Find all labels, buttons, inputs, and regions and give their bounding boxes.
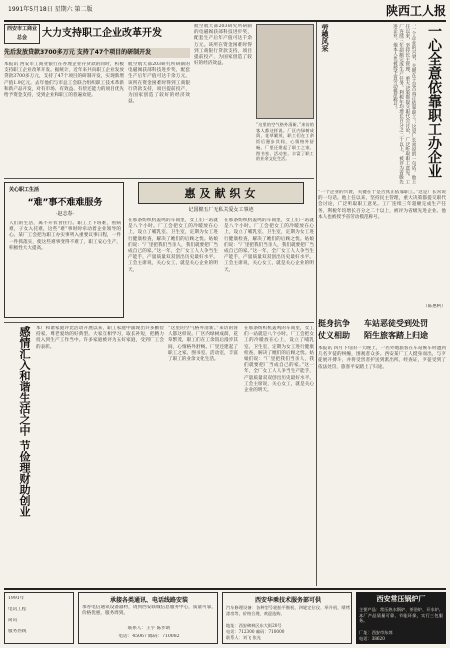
- centre-banner-sub: 记国棉五厂无私关爱女工事迹: [188, 207, 254, 213]
- ad-telecom-contact: 联系人：王宇 陈步助: [127, 626, 171, 631]
- mid-left-headline: “难”事不难难服务: [27, 198, 103, 208]
- centre-top-column: [194, 24, 314, 174]
- bottom-left-line-4: 服务热线: [8, 629, 27, 634]
- ad-telecom-title: 承接各类通讯、电话线路安装: [109, 597, 188, 604]
- ad-telecom-phone: 电话：45067 邮码：710082: [118, 634, 180, 639]
- ad-boiler-address: 厂址：西安市东郊: [359, 630, 393, 635]
- centre-body-continued: 在那条纺织机轰鸣的车间里，女工们一站就是八个小时。厂工会把女工的冷暖放在心上，设立了哺乳室、卫生室，定期为女工进行健康检查，解决了她们的后顾之忧。姑娘们说：“厂里把我们当亲人，我们就要把厂当成自己的家。”这一年，全厂女工人人争当生产能手，产量质量双双创出历史最好水平。工会主席说，关心女工，就是关心企业的明天。: [224, 218, 314, 273]
- photo-caption: “这里的空气格外清新。”来访的客人都这样说。厂区内绿树成荫，花草繁茂，职工们在工余饭后漫步其间，心情格外舒畅。厂里还建起了职工之家、图书室、活动室，丰富了职工的业余文化生活。: [256, 122, 314, 162]
- article-body-continued: 航空航天部203研究所研制的电磁阀获部科技进步奖，配套生产后年产值可达千余万元。该所在资金困难时得到工商银行贷款支持，项目提前投产，为国家创造了较好的经济效益。: [128, 62, 190, 105]
- ad-auto-title: 西安华乘技术服务部可供: [254, 597, 321, 604]
- bottom-left-line-3: 简讯: [8, 618, 18, 623]
- feature-headline: 一心全意依靠职工办企业: [426, 24, 442, 178]
- top-right-feature: [318, 24, 446, 314]
- article-kicker: 西安市工商业总会: [4, 24, 40, 44]
- right-headline-1: 挺身抗争: [318, 319, 350, 328]
- ad-telecom: [78, 592, 218, 644]
- feature-byline: （陈惠柯）: [423, 304, 446, 309]
- article-headline: 大力支持职工企业改革开发: [42, 28, 162, 39]
- article-body: 本报讯 西安市工商业银行在办理企业存贷款的同时，积极支持职工企业改革开发。据统计，近年来共向职工企业发放贷款3700多万元，支持了47个项目的研制开发，实现新增产值1.9亿元。去年他们与市总工会联合组织职工技术革新和新产品开发，对有市场、有效益、有偿还能力的项目优先给予资金支持，受到企业和职工的普遍欢迎。: [4, 62, 124, 99]
- date-line: 1991年5月18日 星期六 第二版: [8, 6, 93, 13]
- ad-auto-contact: 联系人：刘飞 张光: [226, 635, 261, 640]
- ad-auto-body: 汽车修理设备：各种型号轮胎平衡机、四轮定位仪、举升机、喷烤漆房等，价格合理，欢迎选购。: [226, 605, 350, 616]
- ad-boiler: [356, 592, 446, 644]
- photo: [256, 24, 314, 119]
- mid-left-kicker: 关心职工生活: [9, 187, 40, 193]
- vertical-body: 本厂和谐家庭评比活动开展以来，职工家庭中涌现出许多勤俭持家、尊老爱幼的好典型。大家互相学习，取长补短，把精力投入到生产工作当中。许多家庭被评为五好家庭，受到厂工会的表彰。: [36, 326, 164, 350]
- right-headline-2b: 陌生旅客踏上归途: [364, 331, 428, 340]
- top-left-article: [4, 24, 190, 174]
- feature-body-continued: “一个企业的兴衰，关键在于是否真正依靠职工。”这是厂长常说的一句话。他上任以来，坚持民主管理，重大决策都提交职代会讨论，广泛听取职工意见。工厂连续三年超额完成生产任务，利税年均增长百分之二十以上，被评为省级先进企业。他本人也被授予省劳动模范称号。: [318, 190, 446, 220]
- article-subhead: 先后发放贷款3700多万元 支持了47个项目的研制开发: [4, 48, 190, 58]
- mid-left-article: [4, 182, 124, 318]
- lower-centre-body-continued: 在那条纺织机轰鸣的车间里，女工们一站就是八个小时。厂工会把女工的冷暖放在心上，设立了哺乳室、卫生室，定期为女工进行健康检查，解决了她们的后顾之忧。姑娘们说：“厂里把我们当亲人，我们就要把厂当成自己的家。”这一年，全厂女工人人争当生产能手，产量质量双双创出历史最好水平。工会主席说，关心女工，就是关心企业的明天。: [244, 326, 314, 394]
- vertical-article: [4, 326, 164, 584]
- vertical-headline: 感情汇入和谐生活之中 节俭理财助创业: [18, 326, 31, 517]
- ad-auto-address: 地址：西安碑林区东大街20号: [226, 623, 282, 628]
- right-mid-body: 本报讯 四月下旬的一天晚上，一名外地旅客在车站候车时遭到几名歹徒的纠缠，围观者众多。西安某厂工人挺身而出，与歹徒展开搏斗，并将受害者护送到派出所。经查证，歹徒受到了依法处罚，旅客平安踏上了归途。: [318, 346, 446, 370]
- lower-centre-body: “这里的空气格外清新。”来访的客人都这样说。厂区内绿树成荫，花草繁茂，职工们在工余饭后漫步其间，心情格外舒畅。厂里还建起了职工之家、图书室、活动室，丰富了职工的业余文化生活。: [168, 326, 238, 363]
- ad-auto-service: [222, 592, 352, 644]
- centre-body: 在那条纺织机轰鸣的车间里，女工们一站就是八个小时。厂工会把女工的冷暖放在心上，设立了哺乳室、卫生室，定期为女工进行健康检查，解决了她们的后顾之忧。姑娘们说：“厂里把我们当亲人，我们就要把厂当成自己的家。”这一年，全厂女工人人争当生产能手，产量质量双双创出历史最好水平。工会主席说，关心女工，就是关心企业的明天。: [128, 218, 218, 273]
- bottom-left-line-2: 电讯工程: [8, 607, 27, 612]
- centre-article: [128, 182, 314, 318]
- ad-telecom-body: 承办电信通讯设备器材，请到西安联城信息服务中心，质量可靠，价格优惠，服务周到。: [82, 605, 216, 617]
- bottom-left-block: [4, 592, 74, 644]
- side-label: 劳模风采: [321, 24, 329, 52]
- paper-name: 陕西工人报: [385, 4, 446, 18]
- mid-left-body: 人们的生活，离不开衣食住行。职工上下班难，看病难，子女入托难，这些“难”事时时牵动着企业领导的心。某厂工会把为职工办实事列入重要议事日程，一件一件抓落实，使这些难事变得不难了，职工安心生产，积极性大大提高。: [9, 221, 121, 251]
- right-mid-article: [318, 318, 446, 584]
- right-headline-2: 车站恶徒受到处罚: [364, 319, 428, 328]
- bottom-left-line-1: 1991年: [8, 596, 25, 601]
- ad-auto-phone: 电话：712300 邮码：710000: [226, 629, 285, 634]
- centre-banner: [138, 182, 304, 204]
- masthead: [0, 0, 450, 20]
- centre-banner-title: 惠及献织女: [184, 187, 260, 200]
- ad-boiler-title: 西安常压锅炉厂: [376, 595, 426, 603]
- right-headline-1b: 仗义相助: [318, 331, 350, 340]
- ad-boiler-phone: 电话：38620: [359, 636, 385, 641]
- mid-left-byline: ·赵志春·: [55, 211, 75, 217]
- ad-boiler-body: 主要产品：常压热水锅炉、茶浴炉、开水炉。本厂产品质量可靠，节能环保，实行三包服务。: [359, 607, 443, 624]
- lower-centre-article: [168, 326, 314, 584]
- feature-body: “一个企业的兴衰，关键在于是否真正依靠职工。”这是厂长常说的一句话。他上任以来，坚持民主管理，重大决策都提交职代会讨论，广泛听取职工意见。工厂连续三年超额完成生产任务，利税年均增长百分之二十以上，被评为省级先进企业。他本人也被授予省劳动模范称号。: [392, 24, 416, 184]
- centre-top-body: 航空航天部203研究所研制的电磁阀获部科技进步奖，配套生产后年产值可达千余万元。该所在资金困难时得到工商银行贷款支持，项目提前投产，为国家创造了较好的经济效益。: [194, 24, 252, 67]
